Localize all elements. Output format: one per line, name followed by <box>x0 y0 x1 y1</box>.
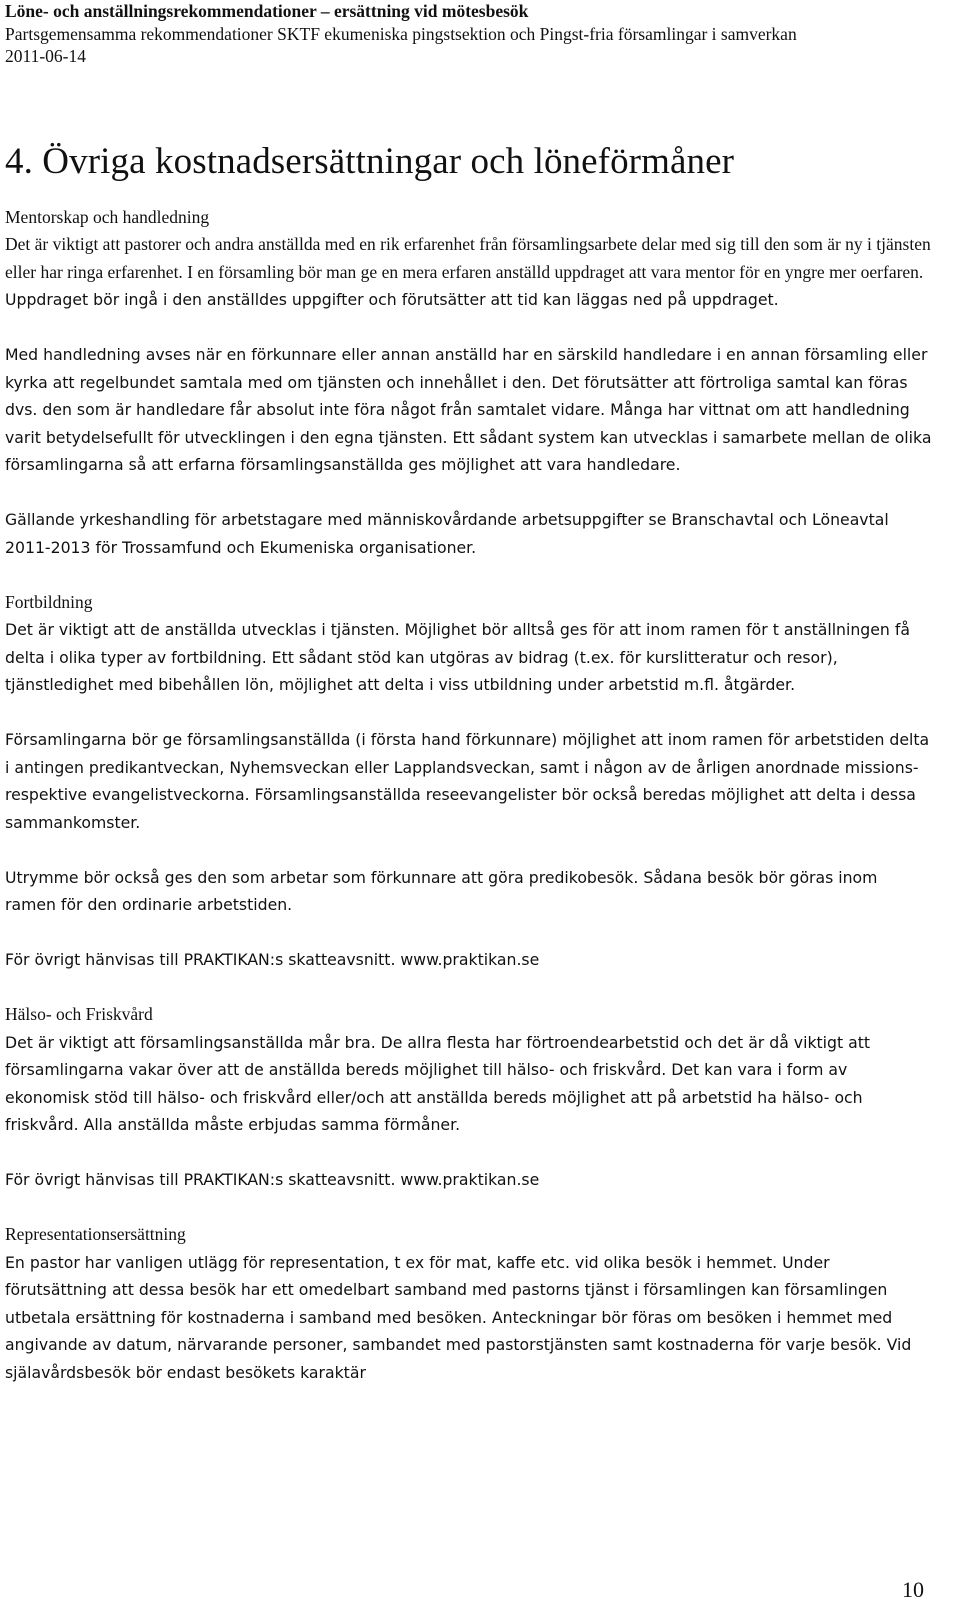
representation-paragraph-1: En pastor har vanligen utlägg för representation, t ex för mat, kaffe etc. vid olika besök i hemmet. Under förutsättning att dessa besök har ett omedelbart samband med pastorns tjänst i församlingen kan församlingen utbetala ersättning för kostnaderna i samband med besöken. Anteckningar bör föras om besöken i hemmet med angivande av datum, närvarande personer, sambandet med pastorstjänsten samt kostnaderna för varje besök. Vid själavårdsbesök bör endast besökets karaktär <box>5 1252 912 1382</box>
fortbildning-paragraph-3: Utrymme bör också ges den som arbetar som förkunnare att göra predikobesök. Sådana besök bör göras inom ramen för den ordinarie arbetstiden. <box>5 867 878 914</box>
chapter-heading: 4. Övriga kostnadsersättningar och löneförmåner <box>5 140 735 182</box>
mentorskap-paragraph-1 <box>5 231 932 314</box>
document-header <box>5 0 932 68</box>
page-number: 10 <box>902 1577 924 1602</box>
fortbildning-paragraph-2: Församlingarna bör ge församlingsanställda (i första hand förkunnare) möjlighet att inom ramen för arbetstiden delta i antingen predikantveckan, Nyhemsveckan eller Lapplandsveckan, samt i någon av de årligen anordnade missions- respektive evangelistveckorna. Församlingsanställda reseevangelister bör också beredas möjlighet att delta i dessa sammankomster. <box>5 730 930 832</box>
mentorskap-paragraph-3: Gällande yrkeshandling för arbetstagare med människovårdande arbetsuppgifter se Branschavtal och Löneavtal 2011-2013 för Trossamfund och Ekumeniska organisationer. <box>5 510 889 557</box>
section-title-mentorskap: Mentorskap och handledning <box>5 206 210 227</box>
header-date: 2011-06-14 <box>5 46 87 66</box>
mentorskap-paragraph-1-serif: Det är viktigt att pastorer och andra anställda med en rik erfarenhet från församlingsarbete delar med sig till den som är ny i tjänsten eller har ringa erfarenhet. I en församling bör man ge en mera erfaren anställd uppdraget att vara mentor för en yngre mer oerfaren. <box>5 234 931 282</box>
section-representation <box>5 1221 932 1386</box>
section-title-halsa: Hälso- och Friskvård <box>5 1004 153 1024</box>
section-title-fortbildning: Fortbildning <box>5 591 93 612</box>
halsa-paragraph-2: För övrigt hänvisas till PRAKTIKAN:s skatteavsnitt. www.praktikan.se <box>5 1170 540 1189</box>
section-halsa <box>5 1001 932 1194</box>
section-fortbildning <box>5 589 932 974</box>
header-title: Löne- och anställningsrekommendationer – ersättning vid mötesbesök <box>5 1 529 21</box>
mentorskap-paragraph-2: Med handledning avses när en förkunnare eller annan anställd har en särskild handledare i en annan församling eller kyrka att regelbundet samtala med om tjänsten och innehållet i den. Det förutsätter att förtroliga samtal kan föras dvs. den som är handledare får absolut inte föra något från samtalet vidare. Många har vittnat om att handledning varit betydelsefullt för utvecklingen i den egna tjänsten. Ett sådant system kan utvecklas i samarbete mellan de olika församlingarna så att erfarna församlingsanställda ges möjlighet att vara handledare. <box>5 345 932 474</box>
fortbildning-paragraph-1: Det är viktigt att de anställda utvecklas i tjänsten. Möjlighet bör alltså ges för att inom ramen för t anställningen få delta i olika typer av fortbildning. Ett sådant stöd kan utgöras av bidrag (t.ex. för kurslitteratur och resor), tjänstledighet med bibehållen lön, möjlighet att delta i viss utbildning under arbetstid m.fl. åtgärder. <box>5 620 910 694</box>
section-mentorskap <box>5 204 932 562</box>
section-title-representation: Representationsersättning <box>5 1224 186 1244</box>
mentorskap-paragraph-1-sans: Uppdraget bör ingå i den anställdes uppgifter och förutsätter att tid kan läggas ned på uppdraget. <box>5 290 779 309</box>
halsa-paragraph-1: Det är viktigt att församlingsanställda mår bra. De allra flesta har förtroendearbetstid och det är då viktigt att församlingarna vakar över att de anställda bereds möjlighet till hälso- och friskvård. Det kan vara i form av ekonomisk stöd till hälso- och friskvård eller/och att anställda bereds möjlighet att på arbetstid ha hälso- och friskvård. Alla anställda måste erbjudas samma förmåner. <box>5 1032 871 1134</box>
fortbildning-paragraph-4: För övrigt hänvisas till PRAKTIKAN:s skatteavsnitt. www.praktikan.se <box>5 950 540 969</box>
header-subtitle: Partsgemensamma rekommendationer SKTF ekumeniska pingstsektion och Pingst-fria församlingar i samverkan <box>5 23 797 44</box>
